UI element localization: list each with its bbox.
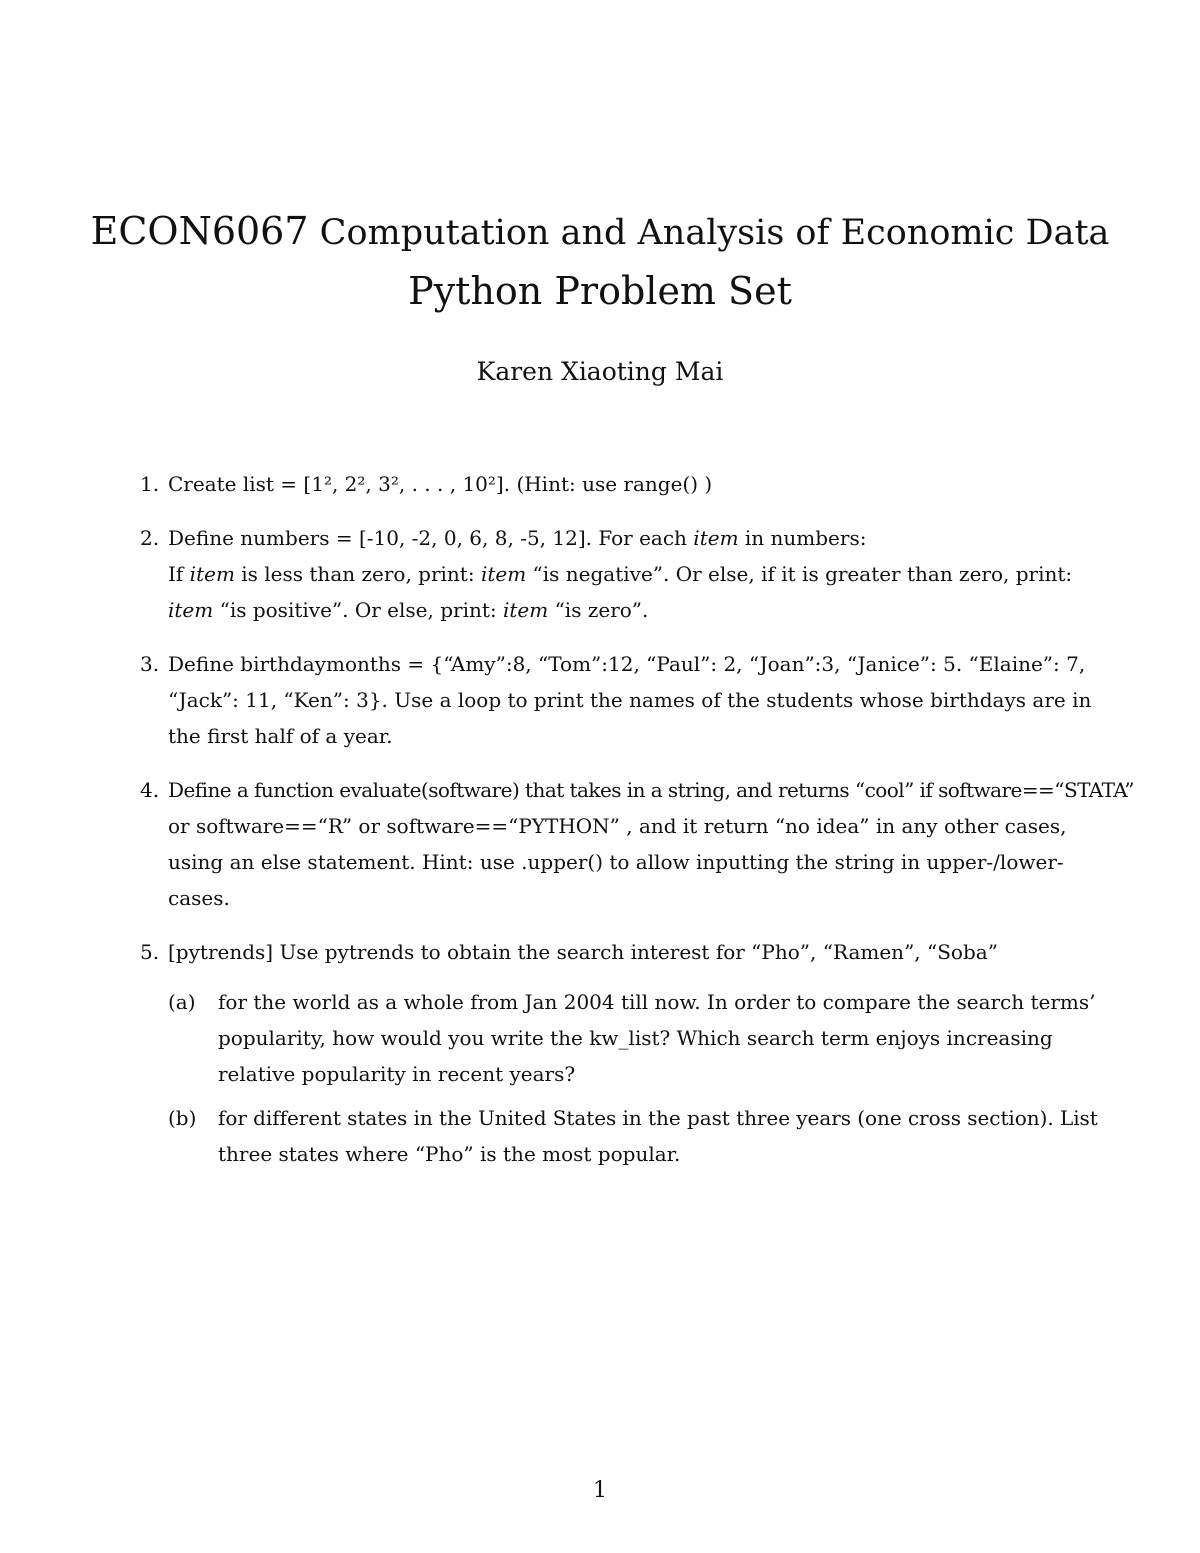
italic-term: item: [168, 598, 214, 622]
problem-3: [140, 646, 1095, 754]
problem-number: 2.: [140, 526, 160, 550]
italic-term: item: [502, 598, 549, 622]
subproblem-a: [168, 984, 1096, 1092]
italic-term: item: [693, 526, 739, 550]
problem-4: [140, 772, 1134, 916]
problem-line: “Jack”: 11, “Ken”: 3}. Use a loop to print the names of the students whose birthdays are in: [168, 688, 1092, 712]
subproblem-line: relative popularity in recent years?: [218, 1062, 576, 1086]
subproblem-line: for the world as a whole from Jan 2004 till now. In order to compare the search terms’: [218, 990, 1096, 1014]
problem-line: using an else statement. Hint: use .upper() to allow inputting the string in upper-/lower-: [168, 850, 1064, 874]
italic-term: item: [189, 562, 235, 586]
text-run: is less than zero, print:: [234, 562, 481, 586]
problem-1: [140, 466, 1095, 502]
problem-number: 5.: [140, 940, 160, 964]
problem-line: or software==“R” or software==“PYTHON” , and it return “no idea” in any other cases,: [168, 814, 1067, 838]
subproblem-b: [168, 1100, 1098, 1172]
subproblem-label: (a): [168, 990, 196, 1014]
problem-list: [140, 466, 1134, 1190]
problem-5: [140, 934, 1098, 1172]
author-name: Karen Xiaoting Mai: [476, 357, 724, 386]
document-title: [0, 206, 1200, 258]
problem-line: cases.: [168, 886, 230, 910]
italic-term: item: [480, 562, 527, 586]
text-run: “is positive”. Or else, print:: [213, 598, 503, 622]
problem-2: [140, 520, 1095, 628]
text-run: “is negative”. Or else, if it is greater than zero, print:: [526, 562, 1073, 586]
problem-line: Define birthdaymonths = {“Amy”:8, “Tom”:12, “Paul”: 2, “Joan”:3, “Janice”: 5. “Elaine”: 7,: [168, 652, 1086, 676]
problem-text: [pytrends] Use pytrends to obtain the search interest for “Pho”, “Ramen”, “Soba”: [168, 940, 998, 964]
problem-line: [168, 556, 1095, 592]
subproblem-line: for different states in the United States in the past three years (one cross section). List: [218, 1106, 1098, 1130]
problem-number: 3.: [140, 652, 160, 676]
text-run: If: [168, 562, 190, 586]
problem-line: [168, 520, 1095, 556]
text-run: in numbers:: [738, 526, 867, 550]
problem-text: Create list = [1², 2², 3², . . . , 10²]. (Hint: use range() ): [168, 472, 713, 496]
problem-number: 1.: [140, 472, 160, 496]
problem-line: Define a function evaluate(software) that takes in a string, and returns “cool” if software==“STATA”: [168, 778, 1134, 802]
course-title: Computation and Analysis of Economic Data: [308, 213, 1110, 253]
document-subtitle: Python Problem Set: [408, 269, 792, 313]
subproblem-line: three states where “Pho” is the most popular.: [218, 1142, 681, 1166]
subproblem-list: [168, 984, 1098, 1172]
problem-line: [168, 592, 1095, 628]
page-number: 1: [593, 1478, 607, 1503]
course-code: ECON6067: [90, 209, 309, 253]
text-run: Define numbers = [-10, -2, 0, 6, 8, -5, 12]. For each: [168, 526, 694, 550]
text-run: “is zero”.: [548, 598, 649, 622]
subproblem-line: popularity, how would you write the kw_list? Which search term enjoys increasing: [218, 1026, 1053, 1050]
subproblem-label: (b): [168, 1106, 197, 1130]
problem-line: the first half of a year.: [168, 724, 393, 748]
problem-number: 4.: [140, 778, 160, 802]
